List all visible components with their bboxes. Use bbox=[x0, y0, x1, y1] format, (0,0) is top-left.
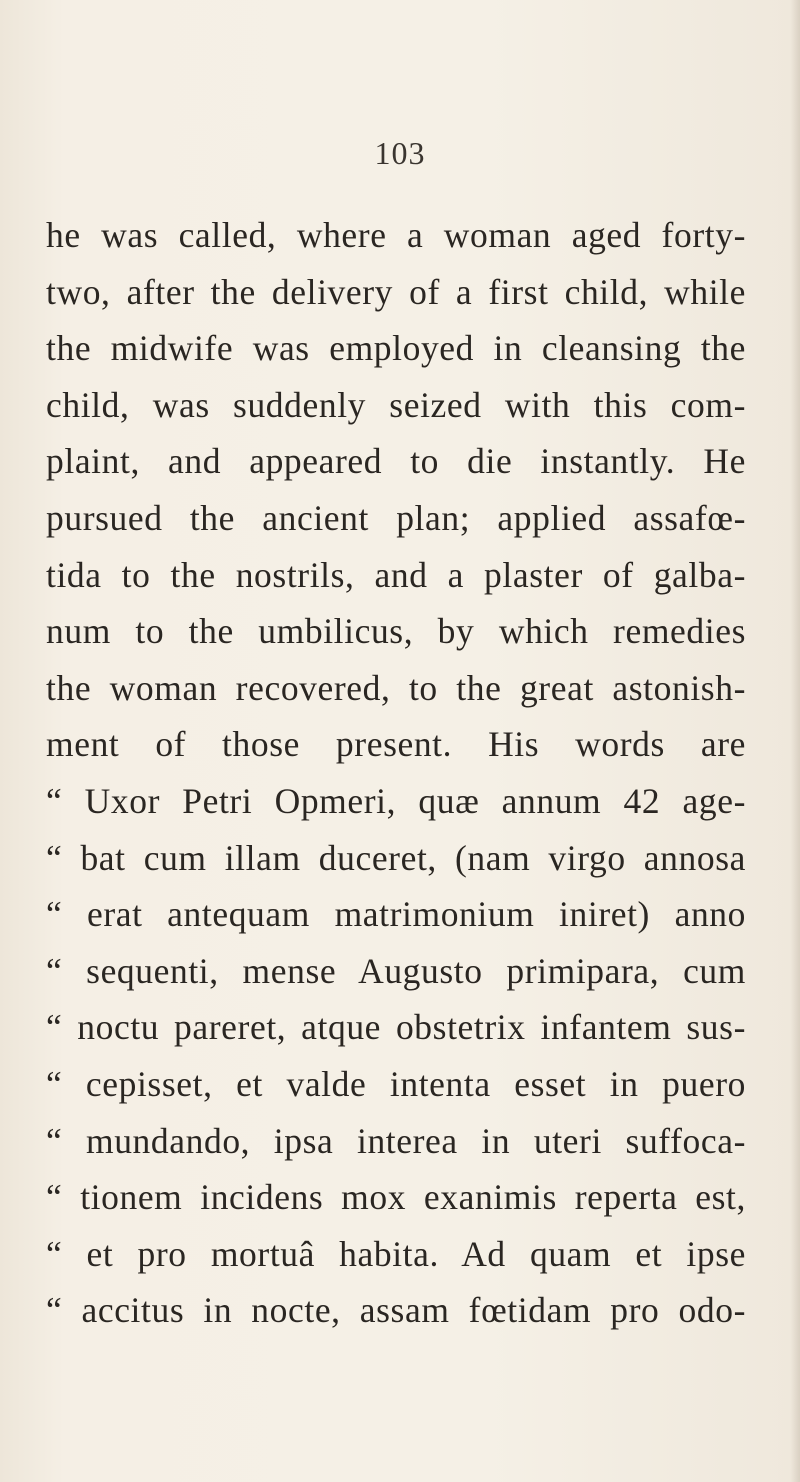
quote-line: “ noctu pareret, atque obstetrix infantem sus- bbox=[46, 1007, 746, 1048]
page-edge-shadow bbox=[790, 0, 800, 1482]
text-line: num to the umbilicus, by which remedies bbox=[46, 611, 746, 652]
quote-line: “ erat antequam matrimonium iniret) anno bbox=[46, 894, 746, 935]
body-text bbox=[46, 207, 746, 1339]
text-line: child, was suddenly seized with this com- bbox=[46, 384, 746, 425]
quote-line: “ Uxor Petri Opmeri, quæ annum 42 age- bbox=[46, 780, 746, 821]
quote-line: “ tionem incidens mox exanimis reperta est, bbox=[46, 1177, 746, 1218]
quote-line: “ accitus in nocte, assam fœtidam pro odo- bbox=[46, 1290, 746, 1331]
quote-line: “ mundando, ipsa interea in uteri suffoca- bbox=[46, 1120, 746, 1161]
text-line: he was called, where a woman aged forty- bbox=[46, 215, 746, 255]
text-line: ment of those present. His words are bbox=[46, 724, 746, 765]
page-number: 103 bbox=[374, 135, 426, 171]
quote-line: “ cepisset, et valde intenta esset in puero bbox=[46, 1063, 746, 1104]
quote-line: “ bat cum illam duceret, (nam virgo annosa bbox=[46, 837, 746, 878]
quote-line: “ et pro mortuâ habita. Ad quam et ipse bbox=[46, 1233, 746, 1274]
quote-line: “ sequenti, mense Augusto primipara, cum bbox=[46, 950, 746, 991]
text-line: two, after the delivery of a first child, while bbox=[46, 271, 746, 312]
text-line: tida to the nostrils, and a plaster of galba- bbox=[46, 554, 746, 595]
text-line: pursued the ancient plan; applied assafœ- bbox=[46, 497, 746, 538]
text-line: the woman recovered, to the great astonish- bbox=[46, 667, 746, 708]
text-line: plaint, and appeared to die instantly. He bbox=[46, 441, 746, 482]
text-line: the midwife was employed in cleansing the bbox=[46, 328, 746, 369]
